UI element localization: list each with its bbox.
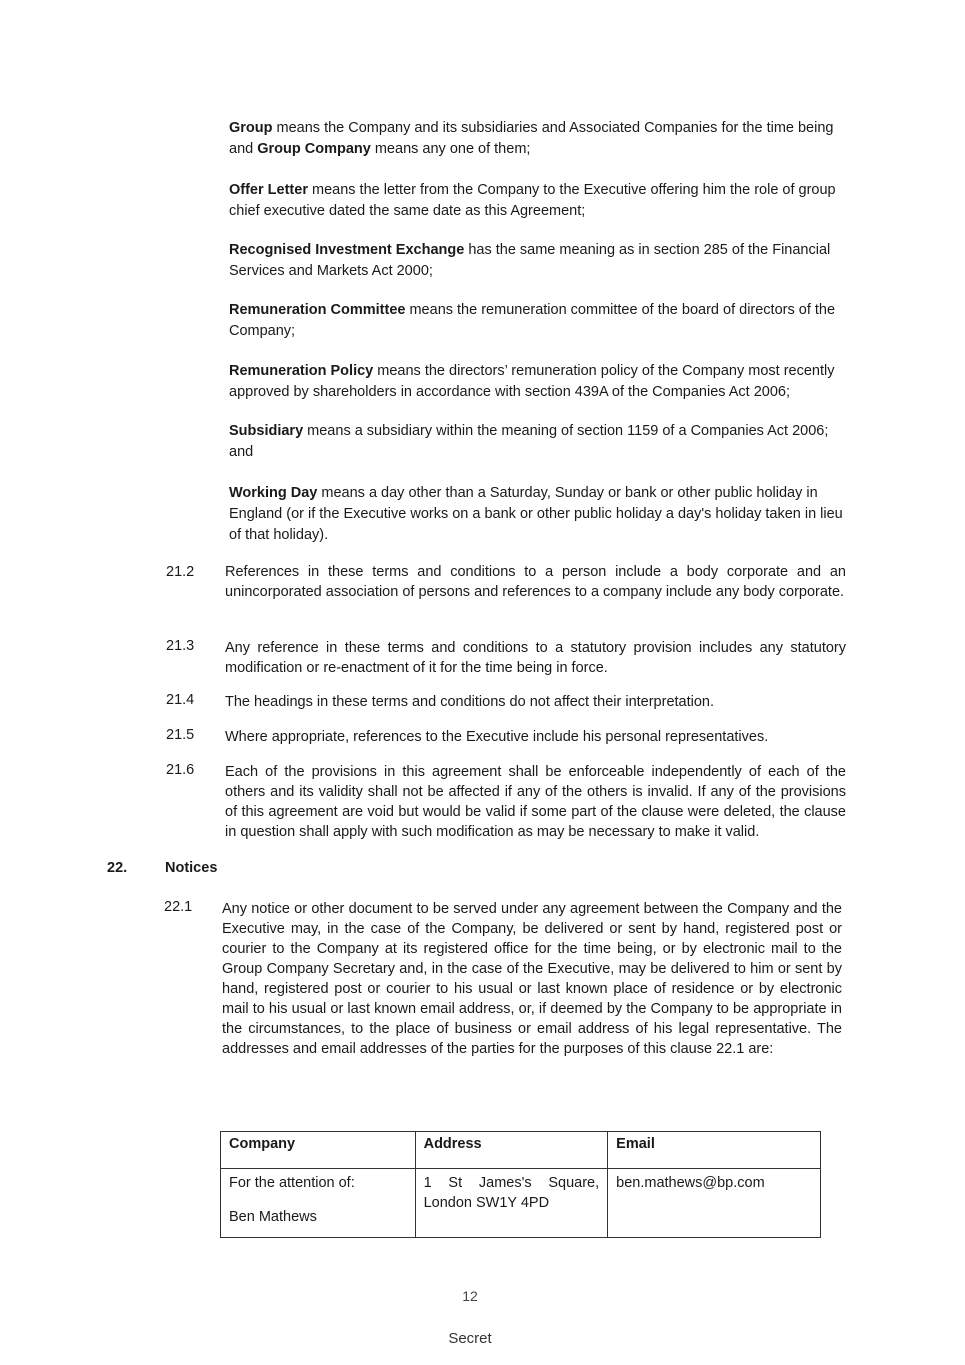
- clause-text: Any notice or other document to be served under any agreement between the Company and the Executive may, in the case of the Company, be delivered or sent by hand, registered post or courier to the Company at its registered office for the time being, or by electronic mail to the Group Company Secretary and, in the case of the Executive, may be delivered to him or sent by hand, registered post or courier to his usual or last known place of residence or by electronic mail to his usual or last known email address, or, if deemed by the Company to be appropriate in the circumstances, to the place of business or email address of his legal representative. The addresses and email addresses of the parties for the purposes of this clause 22.1 are:: [222, 901, 842, 1057]
- page-number: 12: [462, 1288, 478, 1304]
- definition-term: Working Day: [229, 485, 318, 501]
- definition-term: Recognised Investment Exchange: [229, 242, 465, 258]
- table-header-company: Company: [221, 1132, 416, 1169]
- clause-number: 21.6: [166, 762, 195, 778]
- clause-number: 21.2: [166, 564, 195, 580]
- clause-number: 21.5: [166, 727, 195, 743]
- classification-label: Secret: [448, 1330, 492, 1347]
- definition-text: means the Company and its subsidiaries and Associated Companies for the time being and: [229, 120, 834, 157]
- notice-address-table: [220, 1131, 821, 1238]
- table-cell-email: ben.mathews@bp.com: [608, 1169, 821, 1238]
- definition-recognised-investment-exchange: [229, 240, 851, 282]
- clause-text: The headings in these terms and conditions do not affect their interpretation.: [225, 694, 715, 710]
- definition-text: has the same meaning as in section 285 of the Financial Services and Markets Act 2000;: [229, 242, 831, 279]
- table-header-row: [221, 1132, 821, 1169]
- definition-term: Group Company: [257, 141, 371, 157]
- table-row: [221, 1169, 821, 1238]
- table-header-email: Email: [608, 1132, 821, 1169]
- definition-subsidiary: [229, 421, 851, 463]
- definition-term: Subsidiary: [229, 423, 304, 439]
- table-cell-company: [221, 1169, 416, 1238]
- definition-text: means the letter from the Company to the Executive offering him the role of group chief executive dated the same date as this Agreement;: [229, 182, 836, 219]
- clause-number: 22.1: [164, 899, 193, 915]
- clause-number: 21.4: [166, 692, 195, 708]
- clause-text: Each of the provisions in this agreement shall be enforceable independently of each of the others and its validity shall not be affected if any of the others is invalid. If any of the provisions of this agreement are void but would be valid if some part of the clause were deleted, the clause in question shall apply with such modification as may be necessary to make it valid.: [225, 764, 846, 840]
- definition-text: means a day other than a Saturday, Sunday or bank or other public holiday in England (or if the Executive works on a bank or other public holiday a day's holiday taken in lieu of that holiday).: [229, 485, 843, 543]
- clause-text: Any reference in these terms and conditions to a statutory provision includes any statutory modification or re-enactment of it for the time being in force.: [225, 640, 846, 676]
- table-cell-address: 1 St James's Square, London SW1Y 4PD: [415, 1169, 608, 1238]
- definition-text: means a subsidiary within the meaning of section 1159 of a Companies Act 2006; and: [229, 423, 829, 460]
- definition-term: Offer Letter: [229, 182, 308, 198]
- definition-term: Group: [229, 120, 273, 136]
- definition-remuneration-committee: [229, 300, 851, 342]
- definition-text: means any one of them;: [370, 141, 531, 157]
- table-header-address: Address: [415, 1132, 608, 1169]
- definition-text: means the remuneration committee of the board of directors of the Company;: [229, 302, 836, 339]
- definition-remuneration-policy: [229, 361, 851, 403]
- section-number: 22.: [107, 860, 128, 876]
- definition-group: [229, 118, 851, 160]
- definition-working-day: [229, 483, 851, 546]
- clause-text: Where appropriate, references to the Executive include his personal representatives.: [225, 729, 769, 745]
- definition-term: Remuneration Committee: [229, 302, 406, 318]
- definition-text: means the directors’ remuneration policy of the Company most recently approved by shareholders in accordance with section 439A of the Companies Act 2006;: [229, 363, 835, 400]
- attention-label: For the attention of:: [229, 1175, 355, 1191]
- definition-offer-letter: [229, 180, 851, 222]
- section-title: Notices: [165, 860, 218, 876]
- definition-term: Remuneration Policy: [229, 363, 374, 379]
- contact-name: Ben Mathews: [229, 1209, 317, 1225]
- clause-text: References in these terms and conditions to a person include a body corporate and an unincorporated association of persons and references to a company include any body corporate.: [225, 564, 846, 600]
- clause-number: 21.3: [166, 638, 195, 654]
